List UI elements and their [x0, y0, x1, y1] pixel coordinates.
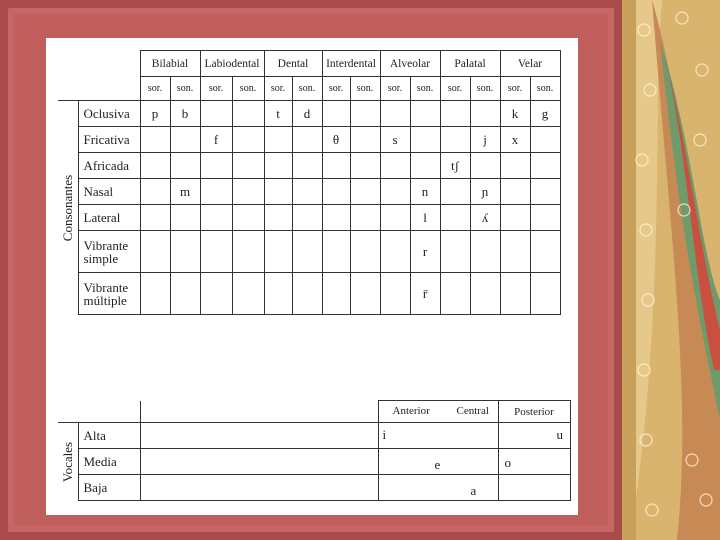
vowel-table: [58, 400, 571, 501]
consonant-table: [58, 50, 561, 315]
phoneme-cell: [322, 153, 350, 179]
phoneme-cell: [292, 205, 322, 231]
phoneme-cell: [500, 273, 530, 315]
phoneme-cell: [470, 101, 500, 127]
voicing-header: sor.: [140, 77, 170, 101]
consonants-label: Consonantes: [59, 174, 75, 241]
phoneme-cell: [232, 231, 264, 273]
phoneme-cell: [140, 273, 170, 315]
voicing-header: sor.: [380, 77, 410, 101]
phoneme-cell: j: [470, 127, 500, 153]
phoneme-cell: p: [140, 101, 170, 127]
vowel-empty-cell: [140, 449, 378, 475]
vowel-height-label: Alta: [78, 423, 140, 449]
phoneme-cell: [500, 153, 530, 179]
vowel-col-header: [378, 401, 498, 423]
place-header: Velar: [500, 51, 560, 77]
manner-label: Africada: [78, 153, 140, 179]
phoneme-cell: [380, 231, 410, 273]
phoneme-cell: [200, 179, 232, 205]
place-header: Alveolar: [380, 51, 440, 77]
vowel-height-label: Baja: [78, 475, 140, 501]
phoneme-cell: g: [530, 101, 560, 127]
phoneme-cell: [232, 153, 264, 179]
phoneme-cell: [292, 127, 322, 153]
phoneme-cell: [500, 231, 530, 273]
phoneme-cell: [200, 153, 232, 179]
phoneme-cell: [264, 205, 292, 231]
phoneme-cell: [264, 127, 292, 153]
phoneme-cell: b: [170, 101, 200, 127]
phoneme-cell: [232, 205, 264, 231]
phoneme-cell: [140, 153, 170, 179]
phoneme-cell: [440, 101, 470, 127]
phoneme-cell: [440, 127, 470, 153]
vowel-anterior: e: [434, 457, 441, 472]
manner-label: Vibrante múltiple: [78, 273, 140, 315]
phoneme-cell: [440, 273, 470, 315]
vowel-col-posterior: Posterior: [498, 401, 570, 423]
phoneme-cell: [140, 231, 170, 273]
phoneme-cell: [350, 153, 380, 179]
phoneme-cell: [530, 205, 560, 231]
phoneme-cell: t: [264, 101, 292, 127]
vowel-posterior: u: [556, 427, 563, 442]
phoneme-cell: [440, 179, 470, 205]
manner-label: Fricativa: [78, 127, 140, 153]
phoneme-cell: [200, 101, 232, 127]
vowel-anterior: i: [382, 427, 387, 442]
phoneme-cell: [292, 231, 322, 273]
phoneme-cell: [200, 231, 232, 273]
phoneme-cell: l: [410, 205, 440, 231]
phoneme-cell: [470, 273, 500, 315]
vowel-cell-anterior-central: [378, 449, 498, 475]
manner-label: Vibrante simple: [78, 231, 140, 273]
manner-label: Nasal: [78, 179, 140, 205]
phoneme-cell: [232, 101, 264, 127]
vowel-spacer: [140, 401, 378, 423]
vowel-col-anterior: Anterior: [392, 405, 430, 417]
voicing-header: son.: [232, 77, 264, 101]
phoneme-cell: [350, 205, 380, 231]
phoneme-cell: [140, 205, 170, 231]
vowel-cell-posterior: [498, 449, 570, 475]
voicing-header: son.: [292, 77, 322, 101]
place-header: Labiodental: [200, 51, 264, 77]
phoneme-cell: [530, 179, 560, 205]
phoneme-cell: f: [200, 127, 232, 153]
vowel-cell-anterior-central: [378, 475, 498, 501]
phoneme-cell: [170, 273, 200, 315]
phoneme-cell: [140, 127, 170, 153]
voicing-header: sor.: [264, 77, 292, 101]
vowel-posterior: o: [504, 455, 511, 470]
phoneme-cell: s: [380, 127, 410, 153]
chart-paper: [46, 38, 578, 515]
phoneme-cell: [232, 273, 264, 315]
phoneme-cell: [232, 179, 264, 205]
voicing-header: sor.: [500, 77, 530, 101]
phoneme-cell: [410, 101, 440, 127]
voicing-header: sor.: [200, 77, 232, 101]
vowel-height-label: Media: [78, 449, 140, 475]
phoneme-cell: θ: [322, 127, 350, 153]
phoneme-cell: [140, 179, 170, 205]
phoneme-cell: [170, 127, 200, 153]
phoneme-cell: [292, 273, 322, 315]
vowel-cell-posterior: [498, 423, 570, 449]
phoneme-cell: ɲ: [470, 179, 500, 205]
phoneme-cell: [500, 205, 530, 231]
phoneme-cell: [350, 273, 380, 315]
voicing-header: sor.: [440, 77, 470, 101]
phoneme-cell: [264, 273, 292, 315]
manner-label: Lateral: [78, 205, 140, 231]
phoneme-cell: [350, 231, 380, 273]
place-header: Bilabial: [140, 51, 200, 77]
phoneme-cell: ʎ: [470, 205, 500, 231]
voicing-header: son.: [350, 77, 380, 101]
place-header: Palatal: [440, 51, 500, 77]
phoneme-cell: [410, 127, 440, 153]
phoneme-cell: [530, 153, 560, 179]
place-header: Dental: [264, 51, 322, 77]
phoneme-cell: [470, 231, 500, 273]
phoneme-cell: [350, 179, 380, 205]
phoneme-cell: [530, 273, 560, 315]
phoneme-cell: [200, 273, 232, 315]
vowel-corner: [58, 401, 140, 423]
phoneme-cell: [470, 153, 500, 179]
voicing-header: son.: [470, 77, 500, 101]
phoneme-cell: [350, 101, 380, 127]
vowels-label: Vocales: [59, 441, 75, 482]
vowel-empty-cell: [140, 475, 378, 501]
phoneme-cell: [380, 179, 410, 205]
phoneme-cell: d: [292, 101, 322, 127]
consonants-side-label: [58, 101, 78, 315]
phoneme-cell: [440, 205, 470, 231]
voicing-header: sor.: [322, 77, 350, 101]
phoneme-cell: [170, 153, 200, 179]
phoneme-cell: [410, 153, 440, 179]
phoneme-cell: [170, 205, 200, 231]
phoneme-cell: [200, 205, 232, 231]
vowel-cell-anterior-central: [378, 423, 498, 449]
vowel-col-central: Central: [456, 405, 489, 417]
phoneme-cell: r: [410, 231, 440, 273]
vowels-side-label: [58, 423, 78, 501]
vowel-empty-cell: [140, 423, 378, 449]
phoneme-cell: m: [170, 179, 200, 205]
voicing-header: son.: [170, 77, 200, 101]
vowel-central: a: [470, 483, 477, 498]
phoneme-cell: [264, 153, 292, 179]
phoneme-cell: [440, 231, 470, 273]
phoneme-cell: [264, 179, 292, 205]
phoneme-cell: [322, 179, 350, 205]
phoneme-cell: k: [500, 101, 530, 127]
phoneme-cell: [350, 127, 380, 153]
phoneme-cell: [322, 205, 350, 231]
decorative-pattern: [622, 0, 720, 540]
phoneme-cell: [170, 231, 200, 273]
voicing-header: son.: [530, 77, 560, 101]
voicing-header: son.: [410, 77, 440, 101]
phoneme-cell: [380, 101, 410, 127]
phoneme-cell: [322, 231, 350, 273]
phoneme-cell: n: [410, 179, 440, 205]
phoneme-cell: [322, 101, 350, 127]
manner-label: Oclusiva: [78, 101, 140, 127]
phoneme-cell: tʃ: [440, 153, 470, 179]
phoneme-cell: [292, 153, 322, 179]
phoneme-cell: [500, 179, 530, 205]
phoneme-cell: [380, 273, 410, 315]
place-header: Interdental: [322, 51, 380, 77]
phoneme-cell: [380, 205, 410, 231]
phoneme-cell: [322, 273, 350, 315]
table-corner: [58, 51, 140, 101]
phoneme-cell: [530, 127, 560, 153]
phoneme-cell: [232, 127, 264, 153]
phoneme-cell: r̄: [410, 273, 440, 315]
phoneme-cell: [380, 153, 410, 179]
decorative-panel: [622, 0, 720, 540]
phoneme-cell: x: [500, 127, 530, 153]
phoneme-cell: [530, 231, 560, 273]
phoneme-cell: [264, 231, 292, 273]
phoneme-cell: [292, 179, 322, 205]
vowel-cell-posterior: [498, 475, 570, 501]
